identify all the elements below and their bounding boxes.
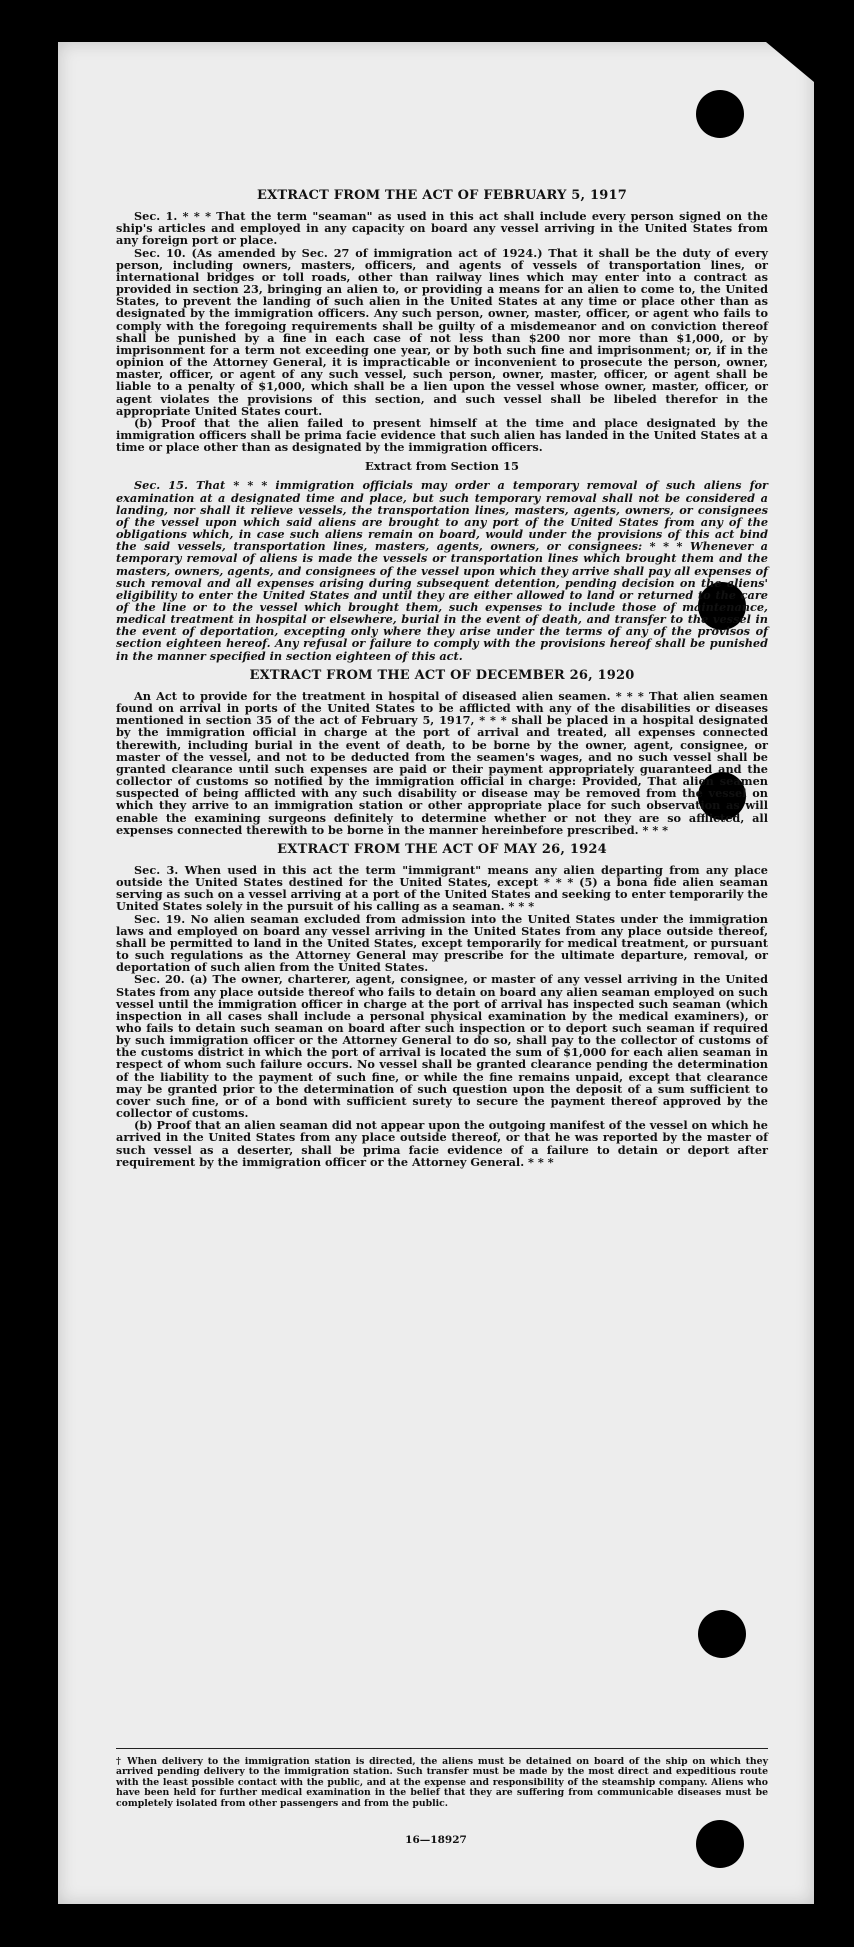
paragraph-sec-3: Sec. 3. When used in this act the term "immigrant" means any alien departing from any place outside the United States destined for the United States, except * * * (5) a bona fide alien seaman serving as such on a vessel arriving at a port of the United States and seeking to enter temporarily the United States solely in the pursuit of his calling as a seaman. * * * (116, 862, 768, 914)
section-heading-feb-1917: EXTRACT FROM THE ACT OF FEBRUARY 5, 1917 (257, 188, 627, 203)
paragraph-act-1920: An Act to provide for the treatment in hospital of diseased alien seamen. * * * That alien seamen found on arrival in ports of the United States to be afflicted with any of the disabilities or diseases mentioned in section 35 of the act of February 5, 1917, * * * shall be placed in a hospital designated by the immigration official in charge at the port of arrival and treated, all expenses connected therewith, including burial in the event of death, to be borne by the owner, agent, consignee, or master of the vessel, and not to be deducted from the seamen's wages, and no such vessel shall be granted clearance until such expenses are paid or their payment appropriately guaranteed and the collector of customs so notified by the immigration official in charge: Provided, That alien seamen suspected of being afflicted with any such disability or disease may be removed from the vessel on which they arrive to an immigration station or other appropriate place for such observation as will enable the examining surgeons definitely to determine whether or not they are so afflicted, all expenses connected therewith to be borne in the manner hereinbefore prescribed. * * * (116, 688, 768, 837)
paragraph-sec-19: Sec. 19. No alien seaman excluded from admission into the United States under the immigration laws and employed on board any vessel arriving in the United States from any place outside thereof, shall be permitted to land in the United States, except temporarily for medical treatment, or pursuant to such regulations as the Attorney General may prescribe for the ultimate departure, removal, or deportation of such alien from the United States. (116, 911, 768, 975)
section-heading-dec-1920: EXTRACT FROM THE ACT OF DECEMBER 26, 1920 (249, 667, 635, 683)
document-page (58, 42, 814, 1904)
binder-hole (696, 90, 744, 138)
footnote: † When delivery to the immigration station is directed, the aliens must be detained on board of the ship on which they arrived pending delivery to the immigration station. Such transfer must be made by the most direct and expeditious route with the least possible contact with the public, and at the expense and responsibility of the steamship company. Aliens who have been held for further medical examination in the belief that they are suffering from communicable diseases must be completely isolated from other passengers and from the public. (116, 1748, 768, 1809)
paragraph-sec-20a: Sec. 20. (a) The owner, charterer, agent, consignee, or master of any vessel arriving in the United States from any place outside thereof who fails to detain on board any alien seaman employed on such vessel until the immigration officer in charge at the port of arrival has inspected such seaman (which inspection in all cases shall include a personal physical examination by the medical examiners), or who fails to detain such seaman on board after such inspection or to deport such seaman if required by such immigration officer or the Attorney General to do so, shall pay to the collector of customs of the customs district in which the port of arrival is located the sum of $1,000 for each alien seaman in respect of whom such failure occurs. No vessel shall be granted clearance pending the determination of the liability to the payment of such fine, or while the fine remains unpaid, except that clearance may be granted prior to the determination of such question upon the deposit of a sum sufficient to cover such fine, or of a bond with sufficient surety to secure the payment thereof approved by the collector of customs. (116, 972, 768, 1121)
section-heading-may-1924: EXTRACT FROM THE ACT OF MAY 26, 1924 (277, 841, 607, 857)
torn-corner (766, 42, 814, 82)
binder-hole (698, 1610, 746, 1658)
paragraph-sec-1: Sec. 1. * * * That the term "seaman" as used in this act shall include every person signed on the ship's articles and employed in any capacity on board any vessel arriving in the United States from any foreign port or place. (116, 209, 768, 248)
subheading-section-15: Extract from Section 15 (365, 459, 519, 474)
paragraph-sec-10: Sec. 10. (As amended by Sec. 27 of immigration act of 1924.) That it shall be the duty of every person, including owners, masters, officers, and agents of vessels of transportation lines, or international bridges or toll roads, other than railway lines which may enter into a contract as provided in section 23, bringing an alien to, or providing a means for an alien to come to, the United States, to prevent the landing of such alien in the United States at any time or place other than as designated by the immigration officers. Any such person, owner, master, officer, or agent who fails to comply with the foregoing requirements shall be guilty of a misdemeanor and on conviction thereof shall be punished by a fine in each case of not less than $200 nor more than $1,000, or by imprisonment for a term not exceeding one year, or by both such fine and imprisonment; or, if in the opinion of the Attorney General, it is impracticable or inconvenient to prosecute the person, owner, master, officer, or agent of any such vessel, such person, owner, master, officer, or agent shall be liable to a penalty of $1,000, which shall be a lien upon the vessel whose owner, master, officer, or agent violates the provisions of this section, and such vessel shall be libeled therefor in the appropriate United States court. (116, 245, 768, 418)
paragraph-sec-15: Sec. 15. That * * * immigration officials may order a temporary removal of such aliens for examination at a designated time and place, but such temporary removal shall not be considered a landing, nor shall it relieve vessels, the transportation lines, masters, agents, owners, or consignees of the vessel upon which said aliens are brought to any port of the United States from any of the obligations which, in case such aliens remain on board, would under the provisions of this act bind the said vessels, transportation lines, masters, agents, owners, or consignees: * * * Whenever a temporary removal of aliens is made the vessels or transportation lines which brought them and the masters, owners, agents, and consignees of the vessel upon which they arrive shall pay all expenses of such removal and all expenses arising during subsequent detention, pending decision on the aliens' eligibility to enter the United States and until they are either allowed to land or returned to the care of the line or to the vessel which brought them, such expenses to include those of maintenance, medical treatment in hospital or elsewhere, burial in the event of death, and transfer to the vessel in the event of deportation, excepting only where they arise under the terms of any of the provisos of section eighteen hereof. Any refusal or failure to comply with the provisions hereof shall be punished in the manner specified in section eighteen of this act. (116, 478, 768, 663)
paragraph-sec-20b: (b) Proof that an alien seaman did not appear upon the outgoing manifest of the vessel on which he arrived in the United States from any place outside thereof, or that he was reported by the master of such vessel as a deserter, shall be prima facie evidence of a failure to detain or deport after requirement by the immigration officer or the Attorney General. * * * (116, 1118, 768, 1169)
paragraph-sec-10b: (b) Proof that the alien failed to present himself at the time and place designated by the immigration officers shall be prima facie evidence that such alien has landed in the United States at a time or place other than as designated by the immigration officers. (116, 415, 768, 455)
form-number: 16—18927 (405, 1834, 467, 1846)
document-body (116, 182, 768, 1168)
